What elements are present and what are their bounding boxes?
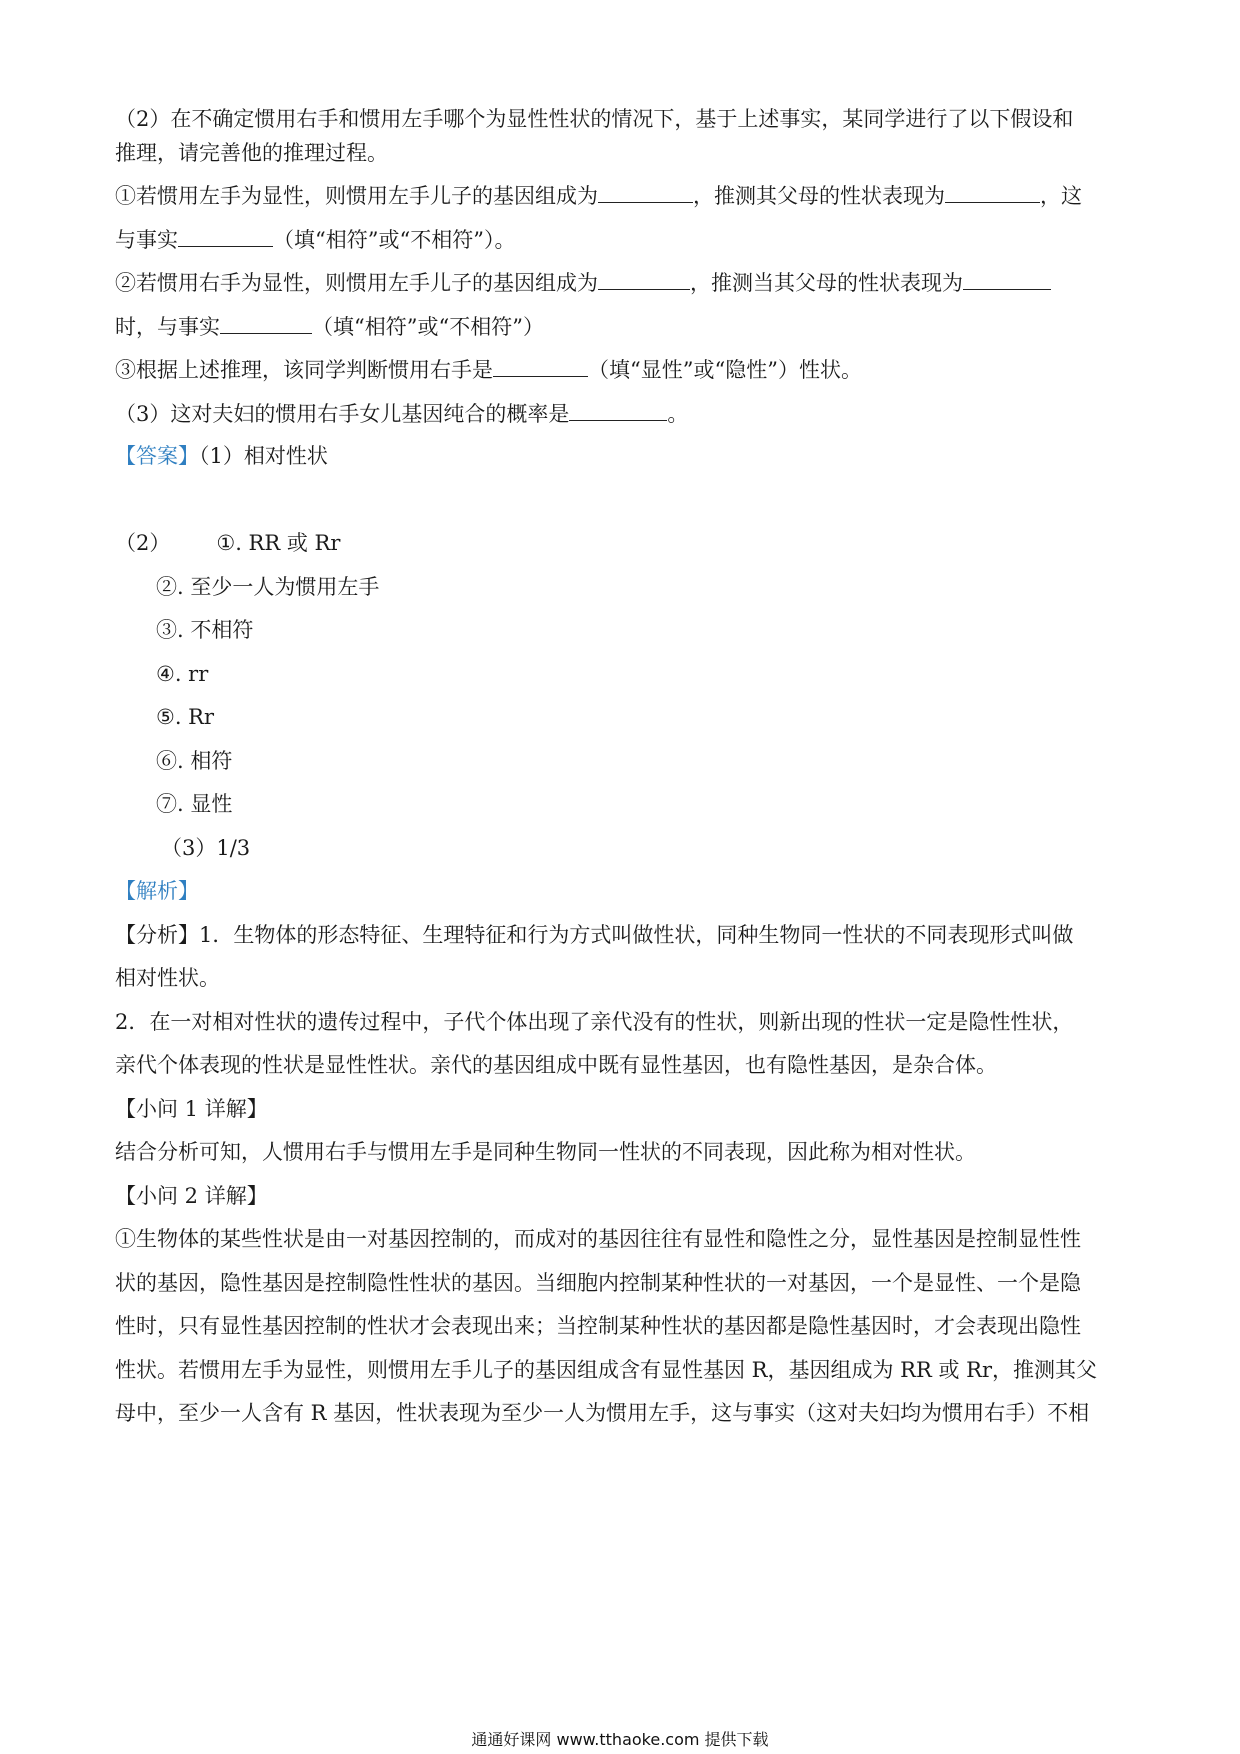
answer-2-item: ②. 至少一人为惯用左手 [156,575,380,599]
q2-item1-text-d: 与事实 [115,228,178,252]
analysis-p2-line2: 亲代个体表现的性状是显性性状。亲代的基因组成中既有显性基因，也有隐性基因，是杂合体。 [115,1053,997,1077]
q2-item1-text-e: （填“相符”或“不相符”）。 [273,228,516,252]
subquestion-2-line: 性时，只有显性基因控制的性状才会表现出来；当控制某种性状的基因都是隐性基因时，才会表现出隐性 [115,1314,1081,1338]
q2-intro-line2: 推理，请完善他的推理过程。 [115,141,388,165]
q2-item1-text-a: ①若惯用左手为显性，则惯用左手儿子的基因组成为 [115,184,598,208]
q2-item3-line [115,354,862,385]
answer-2-item: ⑤. Rr [156,705,215,729]
q2-item2-line2 [115,311,544,342]
q3-text-a: （3）这对夫妇的惯用右手女儿基因纯合的概率是 [115,402,570,426]
analysis-p1-line1: 【分析】1．生物体的形态特征、生理特征和行为方式叫做性状，同种生物同一性状的不同表现形式叫做 [115,923,1074,947]
answer-3: （3）1/3 [161,836,251,860]
answer-blank[interactable] [598,267,690,290]
q2-item1-text-b: ，推测其父母的性状表现为 [693,184,945,208]
subquestion-2-line: 状的基因，隐性基因是控制隐性性状的基因。当细胞内控制某种性状的一对基因，一个是显性、一个是隐 [115,1271,1081,1295]
answer-2-item: ③. 不相符 [156,618,254,642]
q2-item1-line2 [115,224,515,255]
q2-item2-text-d: （填“相符”或“不相符”） [312,315,544,339]
subquestion-1-title: 【小问 1 详解】 [115,1097,268,1121]
page-footer: 通通好课网 www.tthaoke.com 提供下载 [471,1730,769,1749]
subquestion-2-line: 性状。若惯用左手为显性，则惯用左手儿子的基因组成含有显性基因 R，基因组成为 RR 或 Rr，推测其父 [115,1358,1097,1382]
subquestion-2-line: 母中，至少一人含有 R 基因，性状表现为至少一人为惯用左手，这与事实（这对夫妇均为惯用右手）不相 [115,1401,1090,1425]
q2-item3-text-b: （填“显性”或“隐性”）性状。 [588,358,862,382]
answer-label: 【答案】 [115,444,199,468]
answer-blank[interactable] [963,267,1051,290]
q2-item1-text-c: ，这 [1040,184,1082,208]
answer-blank[interactable] [945,180,1040,203]
answer-blank[interactable] [220,311,312,334]
subquestion-2-title: 【小问 2 详解】 [115,1184,268,1208]
answer-blank[interactable] [493,354,588,377]
answer-2-item: ①. RR 或 Rr [216,531,341,555]
q2-item2-text-b: ，推测当其父母的性状表现为 [690,271,963,295]
answer-blank[interactable] [178,224,273,247]
q2-item3-text-a: ③根据上述推理，该同学判断惯用右手是 [115,358,493,382]
answer-2-prefix: （2） [115,531,171,555]
q3-line [115,398,688,429]
q2-item1-line1 [115,180,1082,211]
answer-2-first-line [115,528,340,558]
q3-text-b: 。 [667,402,689,426]
analysis-p1-line2: 相对性状。 [115,966,220,990]
answer-blank[interactable] [598,180,693,203]
q2-item2-text-c: 时，与事实 [115,315,220,339]
subquestion-2-line: ①生物体的某些性状是由一对基因控制的，而成对的基因往往有显性和隐性之分，显性基因是控制显性性 [115,1227,1081,1251]
subquestion-1-text: 结合分析可知，人惯用右手与惯用左手是同种生物同一性状的不同表现，因此称为相对性状。 [115,1140,976,1164]
analysis-p2-line1: 2．在一对相对性状的遗传过程中，子代个体出现了亲代没有的性状，则新出现的性状一定是隐性性状， [115,1010,1074,1034]
answer-1: （1）相对性状 [199,444,328,468]
answer-line [115,441,328,471]
q2-item2-text-a: ②若惯用右手为显性，则惯用左手儿子的基因组成为 [115,271,598,295]
q2-intro-line1: （2）在不确定惯用右手和惯用左手哪个为显性性状的情况下，基于上述事实，某同学进行了以下假设和 [115,107,1074,131]
q2-item2-line1 [115,267,1051,298]
answer-2-item: ⑥. 相符 [156,749,233,773]
answer-2-item: ④. rr [156,662,209,686]
answer-2-item: ⑦. 显性 [156,792,233,816]
answer-blank[interactable] [569,398,667,421]
analysis-label: 【解析】 [115,879,199,903]
